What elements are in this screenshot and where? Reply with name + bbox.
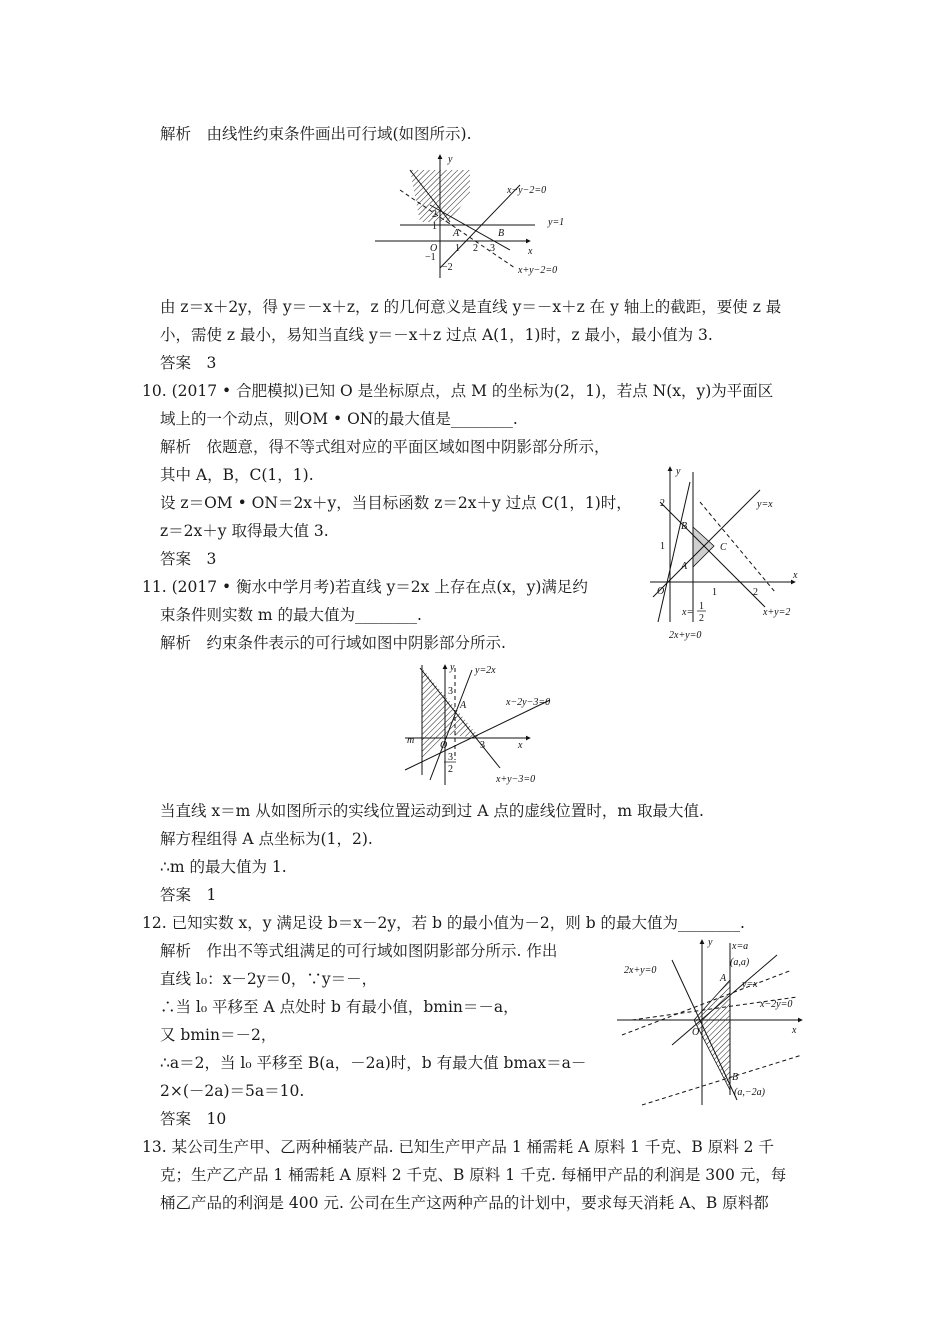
text-line: 13. 某公司生产甲、乙两种桶装产品. 已知生产甲产品 1 桶需耗 A 原料 1 千克、B 原料 2 千 <box>142 1138 774 1156</box>
fig2-point-B: B <box>681 521 688 532</box>
fig3-line-label: x+y−3=0 <box>496 774 536 785</box>
fig2-tick: 2 <box>753 587 758 598</box>
text-line: 设 z＝OM • ON＝2x＋y，当目标函数 z＝2x＋y 过点 C(1，1)时， <box>160 494 632 512</box>
fig2-y-label: y <box>676 466 681 477</box>
text-line: ∴m 的最大值为 1. <box>160 858 287 876</box>
fig2-fraction-den: 2 <box>699 613 704 624</box>
fig3-fraction-den: 2 <box>448 764 453 775</box>
fig1-origin: O <box>430 243 438 254</box>
text-line: 解析 作出不等式组满足的可行域如图阴影部分所示. 作出 <box>160 942 558 960</box>
fig4-point-label: (a,−2a) <box>734 1087 765 1098</box>
fig4-origin: O <box>692 1027 700 1038</box>
fig3-line-label: x−2y−3=0 <box>506 697 551 708</box>
text-line: 小，需使 z 最小，易知当直线 y＝－x＋z 过点 A(1，1)时，z 最小，最小值为 3. <box>160 326 713 344</box>
fig2-fraction-num: 1 <box>699 601 704 612</box>
text-line: 11. (2017 • 衡水中学月考)若直线 y＝2x 上存在点(x，y)满足约 <box>142 578 588 596</box>
fig2-origin: O <box>657 586 665 597</box>
fig1-line-label: x−y−2=0 <box>507 185 547 196</box>
text-line: 克；生产乙产品 1 桶需耗 A 原料 2 千克、B 原料 1 千克. 每桶甲产品的利润是 300 元，每 <box>160 1166 787 1184</box>
text-line: 束条件则实数 m 的最大值为________. <box>160 606 422 624</box>
fig4-line-label: x=a <box>732 941 749 952</box>
line-y-equals-x <box>653 490 760 597</box>
fig2-line-label: y=x <box>757 499 773 510</box>
fig1-tick: 2 <box>473 243 478 254</box>
fig2-x-label: x <box>793 570 798 581</box>
fig2-line-label: x+y=2 <box>763 607 791 618</box>
fig3-point-A: A <box>460 700 467 711</box>
fig3-m-label: m <box>407 735 415 746</box>
text-line: 桶乙产品的利润是 400 元. 公司在生产这两种产品的计划中，要求每天消耗 A、B 原料都 <box>160 1194 769 1212</box>
fig1-tick: 1 <box>455 243 460 254</box>
fig2-tick: 1 <box>712 587 717 598</box>
fig1-tick: 1 <box>432 221 437 232</box>
fig1-point-B: B <box>498 228 505 239</box>
fig1-line-label: y=1 <box>548 217 565 228</box>
text-line: 直线 l₀：x－2y＝0，∵y＝－， <box>160 970 378 988</box>
fig3-origin: O <box>440 740 448 751</box>
fig2-tick: 1 <box>660 541 665 552</box>
text-line: ∴a＝2，当 l₀ 平移至 B(a，－2a)时，b 有最大值 bmax＝a－ <box>160 1054 587 1072</box>
text-line: 又 bmin＝－2， <box>160 1026 277 1044</box>
fig2-point-A: A <box>681 561 688 572</box>
text-line: 由 z＝x＋2y，得 y＝－x＋z，z 的几何意义是直线 y＝－x＋z 在 y 轴上的截距，要使 z 最 <box>160 298 782 316</box>
fig2-tick: 2 <box>660 498 665 509</box>
fig1-point-A: A <box>453 228 460 239</box>
text-line: 2×(－2a)＝5a＝10. <box>160 1082 305 1100</box>
fig3-y-label: y <box>450 662 455 673</box>
fig4-y-label: y <box>708 937 713 948</box>
text-line: 当直线 x＝m 从如图所示的实线位置运动到过 A 点的虚线位置时，m 取最大值. <box>160 802 704 820</box>
fig4-point-B: B <box>732 1072 739 1083</box>
fig4-line-label: 2x+y=0 <box>624 965 657 976</box>
fig4-point-label: (a,a) <box>730 957 750 968</box>
fig1-tick: −1 <box>425 252 436 263</box>
text-line: 解析 依题意，得不等式组对应的平面区域如图中阴影部分所示， <box>160 438 610 456</box>
text-line: 10. (2017 • 合肥模拟)已知 O 是坐标原点，点 M 的坐标为(2，1)，若点 N(x，y)为平面区 <box>142 382 774 400</box>
fig4-line-label: y=x <box>742 979 758 990</box>
fig2-line-label: 2x+y=0 <box>669 630 702 641</box>
figure-feasible-region-4 <box>612 935 812 1110</box>
text-line: 解方程组得 A 点坐标为(1，2). <box>160 830 373 848</box>
fig2-line-label: x= <box>682 607 694 618</box>
text-line: 答案 1 <box>160 886 217 904</box>
figure-feasible-region-3 <box>400 660 570 790</box>
text-line: 域上的一个动点，则OM • ON的最大值是________. <box>160 410 518 428</box>
fig3-fraction-num: 3 <box>448 752 453 763</box>
text-line: 解析 由线性约束条件画出可行域(如图所示). <box>160 125 472 143</box>
fig3-tick: 3 <box>480 740 485 751</box>
fig3-x-label: x <box>518 740 523 751</box>
fig4-x-label: x <box>792 1025 797 1036</box>
text-line: 答案 3 <box>160 354 217 372</box>
fig4-line-label: x−2y=0 <box>760 999 793 1010</box>
fig3-line-label: y=2x <box>475 665 496 676</box>
fig4-point-A: A <box>720 973 727 984</box>
text-line: 答案 3 <box>160 550 217 568</box>
fig1-y-label: y <box>448 154 453 165</box>
fig1-tick: 2 <box>432 209 437 220</box>
text-line: 12. 已知实数 x，y 满足设 b＝x－2y，若 b 的最小值为－2，则 b 的最大值为________. <box>142 914 745 932</box>
fig1-x-label: x <box>528 246 533 257</box>
fig1-line-label: x+y−2=0 <box>518 265 558 276</box>
text-line: 答案 10 <box>160 1110 227 1128</box>
text-line: 其中 A，B，C(1，1). <box>160 466 314 484</box>
figure-feasible-region-2 <box>645 462 805 642</box>
fig3-tick: 3 <box>448 686 453 697</box>
figure-feasible-region-1 <box>370 150 590 280</box>
text-line: z＝2x＋y 取得最大值 3. <box>160 522 329 540</box>
text-line: ∴当 l₀ 平移至 A 点处时 b 有最小值，bmin＝－a， <box>160 998 519 1016</box>
text-line: 解析 约束条件表示的可行域如图中阴影部分所示. <box>160 634 506 652</box>
fig2-point-C: C <box>720 542 727 553</box>
fig1-tick: 3 <box>490 243 495 254</box>
fig1-tick: −2 <box>442 262 453 273</box>
